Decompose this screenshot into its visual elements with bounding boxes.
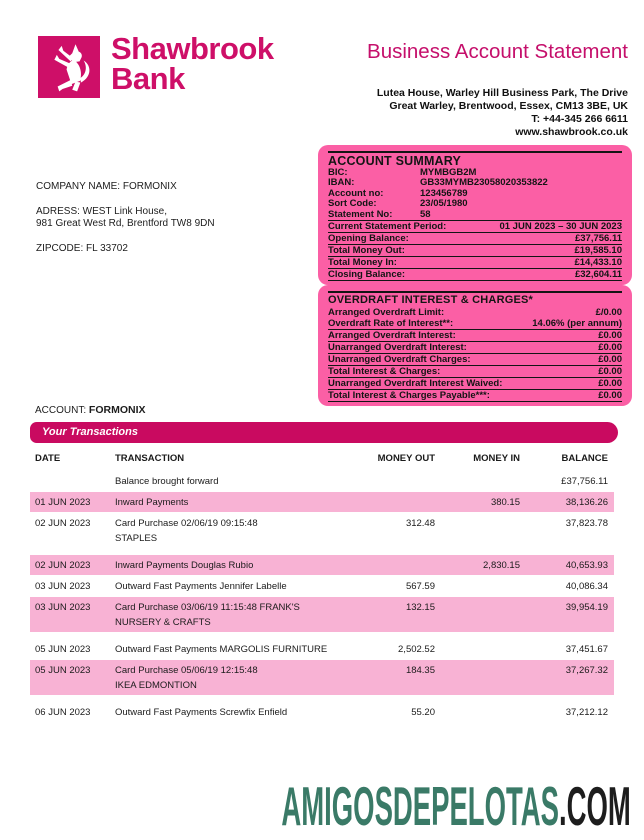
- overdraft-row-value: £0.00: [598, 353, 622, 365]
- cell-date: 06 JUN 2023: [35, 707, 91, 718]
- cell-date: 02 JUN 2023: [35, 560, 91, 571]
- summary-total-row-value: £19,585.10: [574, 244, 622, 256]
- cell-money-in: [435, 518, 520, 544]
- summary-info-row-label: IBAN:: [328, 177, 355, 189]
- transaction-desc: Inward Payments: [115, 497, 189, 508]
- transactions-column-headers: [30, 450, 614, 466]
- cell-money-out: [360, 560, 435, 571]
- bank-wordmark: [111, 31, 274, 96]
- overdraft-row: [328, 365, 622, 377]
- col-date: DATE: [35, 452, 61, 464]
- overdraft-row-value: £0.00: [598, 365, 622, 377]
- overdraft-row-label: Overdraft Rate of Interest**:: [328, 317, 454, 329]
- cell-date: [35, 476, 115, 487]
- account-summary-totals: [328, 220, 622, 281]
- table-row: [30, 555, 614, 575]
- transaction-desc-line2: STAPLES: [115, 533, 158, 544]
- cell-transaction: [115, 602, 360, 628]
- table-row: [30, 492, 614, 512]
- overdraft-row-label: Unarranged Overdraft Interest:: [328, 341, 467, 353]
- company-name-line: COMPANY NAME: FORMONIX: [36, 181, 177, 192]
- transaction-desc: Card Purchase 02/06/19 09:15:48: [115, 518, 258, 529]
- summary-info-row-label: BIC:: [328, 167, 348, 178]
- summary-total-row: [328, 220, 622, 232]
- bank-name-line2: Bank: [111, 61, 185, 96]
- transaction-desc-line2: IKEA EDMONTION: [115, 680, 197, 691]
- overdraft-row-value: £/0.00: [595, 306, 622, 318]
- cell-date: 05 JUN 2023: [35, 665, 91, 676]
- cell-money-out: 567.59: [405, 581, 435, 592]
- overdraft-row-label: Arranged Overdraft Interest:: [328, 329, 456, 341]
- cell-date: 02 JUN 2023: [35, 518, 91, 529]
- cell-date: 01 JUN 2023: [35, 497, 91, 508]
- summary-info-row-value: GB33MYMB23058020353822: [420, 177, 548, 189]
- overdraft-row: [328, 377, 622, 389]
- table-row: [30, 702, 614, 722]
- summary-info-row-value: 123456789: [420, 187, 468, 199]
- overdraft-row-value: £0.00: [598, 341, 622, 353]
- overdraft-row-label: Unarranged Overdraft Charges:: [328, 353, 471, 365]
- cell-date: 03 JUN 2023: [35, 602, 91, 613]
- summary-info-row-label: Account no:: [328, 187, 384, 199]
- cell-money-in: [435, 476, 520, 487]
- summary-total-row-value: £37,756.11: [574, 232, 622, 244]
- overdraft-row-label: Unarranged Overdraft Interest Waived:: [328, 377, 503, 389]
- col-transaction: TRANSACTION: [115, 452, 185, 464]
- cell-money-in: [435, 665, 520, 691]
- bank-address-block: [377, 87, 628, 139]
- transaction-desc: Outward Fast Payments Screwfix Enfield: [115, 707, 288, 718]
- overdraft-row: [328, 389, 622, 402]
- account-name: FORMONIX: [88, 404, 146, 416]
- summary-total-row-label: Closing Balance:: [328, 268, 406, 280]
- summary-total-row-value: 01 JUN 2023 – 30 JUN 2023: [499, 220, 622, 232]
- cell-date: 05 JUN 2023: [35, 644, 91, 655]
- cell-money-in: [435, 581, 520, 592]
- overdraft-row-label: Total Interest & Charges Payable***:: [328, 389, 490, 401]
- account-label: ACCOUNT:: [35, 405, 87, 416]
- col-balance: BALANCE: [561, 452, 608, 464]
- cell-money-out: [360, 497, 435, 508]
- bank-logo: [38, 31, 274, 98]
- summary-total-row: [328, 256, 622, 268]
- cell-transaction: [115, 518, 360, 544]
- transaction-desc: Outward Fast Payments Jennifer Labelle: [115, 581, 287, 592]
- transaction-desc: Outward Fast Payments MARGOLIS FURNITURE: [115, 644, 328, 655]
- panel-top-rule: [328, 151, 622, 153]
- summary-total-row-label: Total Money Out:: [328, 244, 405, 256]
- transactions-header-bar: Your Transactions: [30, 422, 618, 443]
- cell-date: 03 JUN 2023: [35, 581, 91, 592]
- summary-total-row: [328, 232, 622, 244]
- cell-balance: 37,267.32: [565, 665, 608, 676]
- overdraft-row: [328, 353, 622, 365]
- overdraft-plain-rows: [328, 307, 622, 329]
- cell-money-out: 184.35: [405, 665, 435, 676]
- cell-transaction: [115, 476, 360, 487]
- summary-info-row-value: 23/05/1980: [420, 198, 468, 210]
- cell-money-out: [360, 476, 435, 487]
- overdraft-row: [328, 341, 622, 353]
- transaction-desc: Card Purchase 03/06/19 11:15:48 FRANK'S: [115, 602, 300, 613]
- panel-top-rule: [328, 291, 622, 293]
- cell-transaction: [115, 581, 360, 592]
- summary-total-row: [328, 268, 622, 281]
- col-money-in: MONEY IN: [473, 452, 520, 464]
- col-money-out: MONEY OUT: [377, 452, 435, 464]
- summary-info-row: [328, 210, 622, 220]
- company-address-lines: [36, 206, 215, 231]
- document-title: Business Account Statement: [367, 40, 628, 63]
- table-row: [30, 513, 614, 548]
- table-row: [30, 576, 614, 596]
- overdraft-panel: [318, 285, 632, 406]
- account-summary-info: [328, 168, 622, 220]
- cell-balance: 37,451.67: [565, 644, 608, 655]
- site-watermark: [282, 774, 631, 838]
- bank-name-line1: Shawbrook: [111, 31, 274, 66]
- cell-money-in: [435, 707, 520, 718]
- cell-money-in: 2,830.15: [483, 560, 520, 571]
- table-row: [30, 597, 614, 632]
- table-row: [30, 660, 614, 695]
- overdraft-row-value: 14.06% (per annum): [532, 317, 622, 329]
- account-summary-title: ACCOUNT SUMMARY: [328, 154, 462, 168]
- bank-address-line: Lutea House, Warley Hill Business Park, The Drive: [376, 87, 628, 99]
- bank-address-line: Great Warley, Brentwood, Essex, CM13 3BE, UK: [389, 100, 628, 112]
- overdraft-row: [328, 307, 622, 318]
- lion-rampant-icon: [38, 36, 100, 98]
- transactions-rows: [30, 471, 614, 722]
- cell-transaction: [115, 497, 360, 508]
- cell-money-out: 55.20: [411, 707, 435, 718]
- cell-balance: 37,212.12: [565, 707, 608, 718]
- cell-money-in: [435, 602, 520, 628]
- transactions-table: [30, 450, 614, 723]
- cell-money-out: 132.15: [405, 602, 435, 613]
- summary-total-row-value: £32,604.11: [574, 268, 622, 280]
- overdraft-ruled-rows: [328, 329, 622, 402]
- company-address-line2: 981 Great West Rd, Brentford TW8 9DN: [36, 218, 215, 229]
- transaction-desc: Card Purchase 05/06/19 12:15:48: [115, 665, 258, 676]
- company-address-line1: ADRESS: WEST Link House,: [36, 205, 167, 217]
- table-row: [30, 639, 614, 659]
- company-info-block: [36, 181, 215, 267]
- overdraft-row: [328, 318, 622, 329]
- cell-money-in: [435, 644, 520, 655]
- table-row: [30, 471, 614, 491]
- account-line: [35, 404, 146, 416]
- cell-money-out: 2,502.52: [398, 644, 435, 655]
- transaction-desc: Inward Payments Douglas Rubio: [115, 560, 254, 571]
- overdraft-title: OVERDRAFT INTEREST & CHARGES*: [328, 294, 534, 306]
- cell-transaction: [115, 560, 360, 571]
- summary-total-row-label: Current Statement Period:: [328, 220, 447, 232]
- overdraft-row: [328, 329, 622, 341]
- cell-transaction: [115, 707, 360, 718]
- cell-transaction: [115, 665, 360, 691]
- cell-balance: 40,086.34: [565, 581, 608, 592]
- watermark-primary: AMIGOSDEPELOTAS: [281, 775, 560, 837]
- overdraft-row-label: Total Interest & Charges:: [328, 365, 441, 377]
- cell-money-out: 312.48: [405, 518, 435, 529]
- overdraft-row-label: Arranged Overdraft Limit:: [328, 306, 445, 318]
- summary-info-row-label: Statement No:: [328, 208, 393, 220]
- summary-total-row-label: Total Money In:: [328, 256, 397, 268]
- summary-info-row-value: 58: [420, 208, 431, 220]
- summary-total-row: [328, 244, 622, 256]
- summary-info-row-label: Sort Code:: [328, 198, 377, 210]
- summary-info-row-value: MYMBGB2M: [420, 167, 477, 178]
- watermark-suffix: .COM: [559, 775, 631, 837]
- cell-transaction: [115, 644, 360, 655]
- summary-total-row-label: Opening Balance:: [328, 232, 409, 244]
- cell-balance: 38,136.26: [565, 497, 608, 508]
- bank-phone: T: +44-345 266 6611: [531, 113, 628, 125]
- overdraft-row-value: £0.00: [598, 329, 622, 341]
- account-summary-panel: [318, 145, 632, 285]
- cell-balance: 39,954.19: [565, 602, 608, 613]
- cell-balance: 37,823.78: [565, 518, 608, 529]
- summary-total-row-value: £14,433.10: [574, 256, 622, 268]
- transaction-desc: Balance brought forward: [115, 476, 219, 487]
- bank-website: www.shawbrook.co.uk: [515, 126, 628, 138]
- transaction-desc-line2: NURSERY & CRAFTS: [115, 617, 211, 628]
- overdraft-row-value: £0.00: [598, 389, 622, 401]
- overdraft-row-value: £0.00: [598, 377, 622, 389]
- cell-balance: 40,653.93: [565, 560, 608, 571]
- cell-balance: £37,756.11: [561, 476, 608, 487]
- company-zip-line: ZIPCODE: FL 33702: [36, 242, 128, 254]
- cell-money-in: 380.15: [490, 497, 520, 508]
